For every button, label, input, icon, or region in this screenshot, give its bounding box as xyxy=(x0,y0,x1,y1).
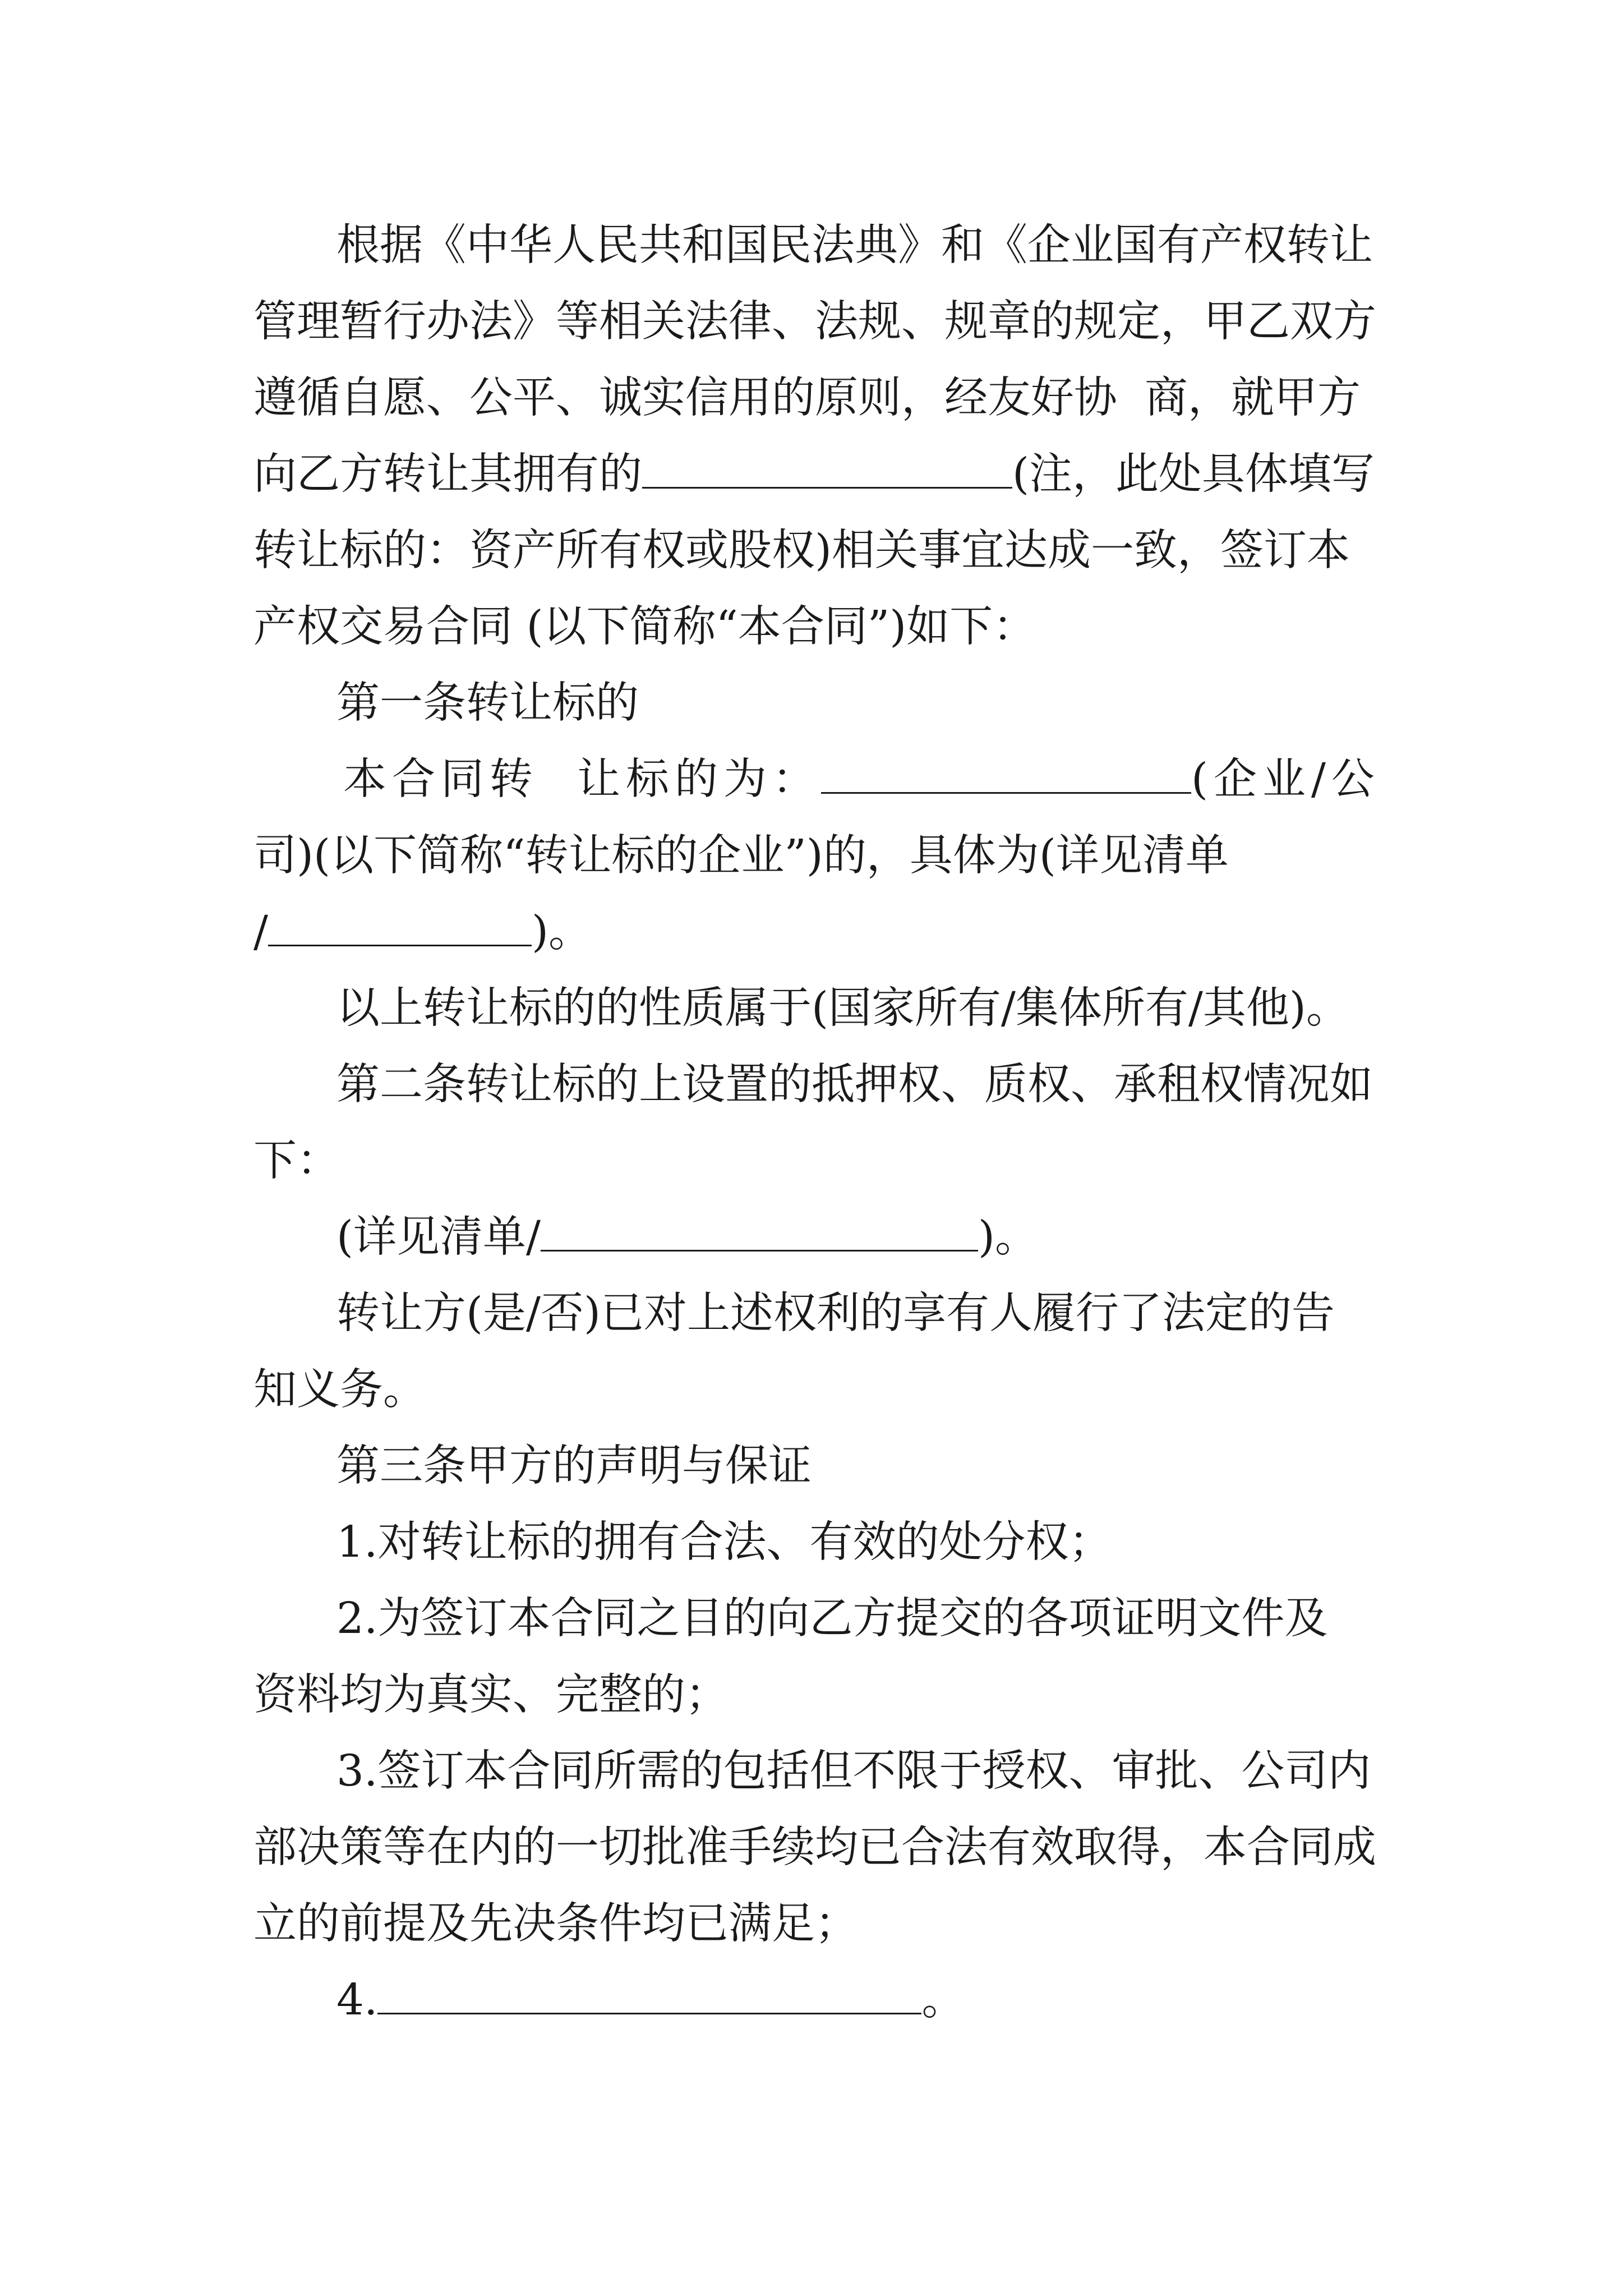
paragraph-line xyxy=(253,907,592,958)
paragraph-line: 以上转让标的的性质属于(国家所有/集体所有/其他)。 xyxy=(336,983,1349,1033)
list-item xyxy=(336,1975,965,2026)
paragraph-line: 管理暂行办法》等相关法律、法规、规章的规定，甲乙双方 xyxy=(253,297,1376,347)
fill-in-blank xyxy=(642,454,1012,489)
line-text: (企业/公 xyxy=(1191,754,1380,804)
paragraph-line: 产权交易合同 (以下简称“本合同”)如下： xyxy=(253,602,1036,652)
fill-in-blank xyxy=(541,1217,978,1251)
line-text: )。 xyxy=(978,1212,1039,1262)
fill-in-blank xyxy=(268,912,532,946)
paragraph-line: 下： xyxy=(253,1136,340,1186)
paragraph-line: 立的前提及先决条件均已满足； xyxy=(253,1899,858,1949)
line-text: )。 xyxy=(531,907,592,957)
list-item: 3.签订本合同所需的包括但不限于授权、审批、公司内 xyxy=(336,1746,1371,1796)
paragraph-line xyxy=(253,449,1375,500)
paragraph-line xyxy=(336,1212,1038,1263)
paragraph-line: 知义务。 xyxy=(253,1365,426,1415)
line-text: 。 xyxy=(921,1975,965,2025)
line-text: 4. xyxy=(336,1975,378,2025)
paragraph-line: 司)(以下简称“转让标的企业”)的，具体为(详见清单 xyxy=(253,831,1229,881)
paragraph-line: 转让标的：资产所有权或股权)相关事宜达成一致，签订本 xyxy=(253,526,1350,576)
line-text: (注，此处具体填写 xyxy=(1012,449,1375,499)
line-text: 向乙方转让其拥有的 xyxy=(253,449,642,499)
line-text: (详见清单/ xyxy=(336,1212,541,1262)
paragraph-line: 遵循自愿、公平、诚实信用的原则，经友好协 商，就甲方 xyxy=(253,373,1361,423)
article-heading: 第二条转让标的上设置的抵押权、质权、承租权情况如 xyxy=(336,1060,1373,1110)
paragraph-line: 根据《中华人民共和国民法典》和《企业国有产权转让 xyxy=(336,220,1373,270)
article-heading: 第三条甲方的声明与保证 xyxy=(336,1441,811,1491)
article-heading: 第一条转让标的 xyxy=(336,678,639,728)
fill-in-blank xyxy=(821,760,1191,794)
list-item: 1.对转让标的拥有合法、有效的处分权； xyxy=(336,1517,1112,1567)
list-item: 2.为签订本合同之目的向乙方提交的各项证明文件及 xyxy=(336,1594,1328,1644)
line-text: 本合同转 让标的为： xyxy=(343,754,821,804)
fill-in-blank xyxy=(377,1980,921,2014)
paragraph-line xyxy=(343,754,1380,806)
paragraph-line: 部决策等在内的一切批准手续均已合法有效取得，本合同成 xyxy=(253,1823,1376,1872)
paragraph-line: 资料均为真实、完整的； xyxy=(253,1670,728,1720)
line-text: / xyxy=(253,907,268,957)
paragraph-line: 转让方(是/否)已对上述权利的享有人履行了法定的告 xyxy=(336,1289,1335,1338)
